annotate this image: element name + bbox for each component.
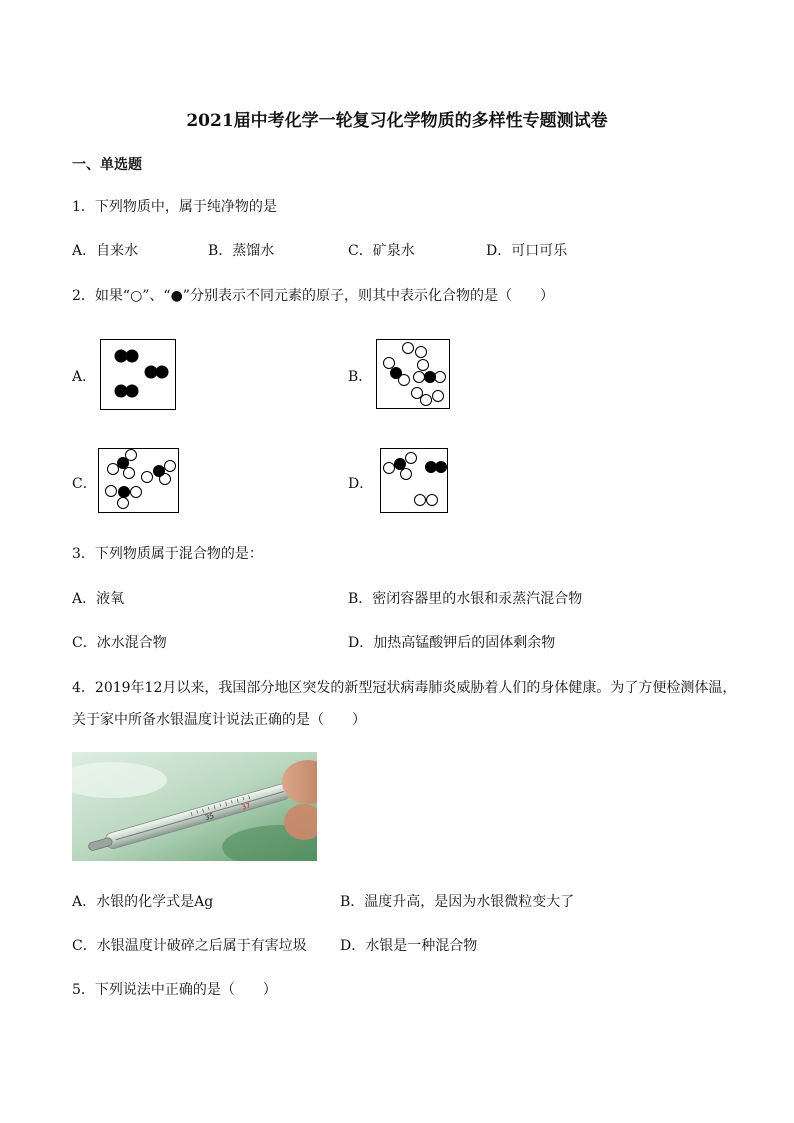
q2-label-c: C． bbox=[72, 476, 97, 492]
q3-option-a: A．液氧 bbox=[72, 591, 125, 607]
question-5: 5．下列说法中正确的是（ ） bbox=[72, 982, 277, 998]
thermometer-mark-35: 35 bbox=[204, 811, 215, 823]
q2-diagram-c bbox=[98, 448, 179, 513]
q2-diagram-a bbox=[100, 339, 176, 410]
q1-option-d: D．可口可乐 bbox=[486, 243, 568, 259]
q4-option-b: B．温度升高，是因为水银微粒变大了 bbox=[340, 894, 575, 910]
question-4-line-2: 关于家中所备水银温度计说法正确的是（ ） bbox=[72, 712, 366, 728]
thermometer-photo bbox=[72, 752, 317, 861]
thermometer-mark-37: 37 bbox=[240, 801, 252, 812]
q4-option-d: D．水银是一种混合物 bbox=[340, 938, 478, 954]
q2-diagram-b bbox=[376, 339, 450, 409]
q1-option-b: B．蒸馏水 bbox=[208, 243, 275, 259]
question-1: 1．下列物质中，属于纯净物的是 bbox=[72, 199, 277, 215]
q1-option-a: A．自来水 bbox=[72, 243, 139, 259]
question-4-line-1: 4．2019年12月以来，我国部分地区突发的新型冠状病毒肺炎威胁着人们的身体健康。为了方便检测体温， bbox=[72, 680, 737, 696]
q1-option-c: C．矿泉水 bbox=[348, 243, 415, 259]
q2-label-a: A． bbox=[72, 369, 97, 385]
q2-label-b: B． bbox=[348, 369, 373, 385]
q2-diagram-d bbox=[380, 448, 448, 513]
q3-option-d: D．加热高锰酸钾后的固体剩余物 bbox=[348, 635, 556, 651]
page-title: 2021届中考化学一轮复习化学物质的多样性专题测试卷 bbox=[186, 111, 608, 131]
q3-option-b: B．密闭容器里的水银和汞蒸汽混合物 bbox=[348, 591, 583, 607]
section-heading: 一、单选题 bbox=[72, 157, 142, 173]
q4-option-a: A．水银的化学式是Ag bbox=[72, 894, 214, 910]
question-2: 2．如果“○”、“●”分别表示不同元素的原子，则其中表示化合物的是（ ） bbox=[72, 288, 554, 304]
question-3: 3．下列物质属于混合物的是： bbox=[72, 546, 263, 562]
q2-label-d: D． bbox=[348, 476, 374, 492]
q3-option-c: C．冰水混合物 bbox=[72, 635, 167, 651]
q4-option-c: C．水银温度计破碎之后属于有害垃圾 bbox=[72, 938, 307, 954]
